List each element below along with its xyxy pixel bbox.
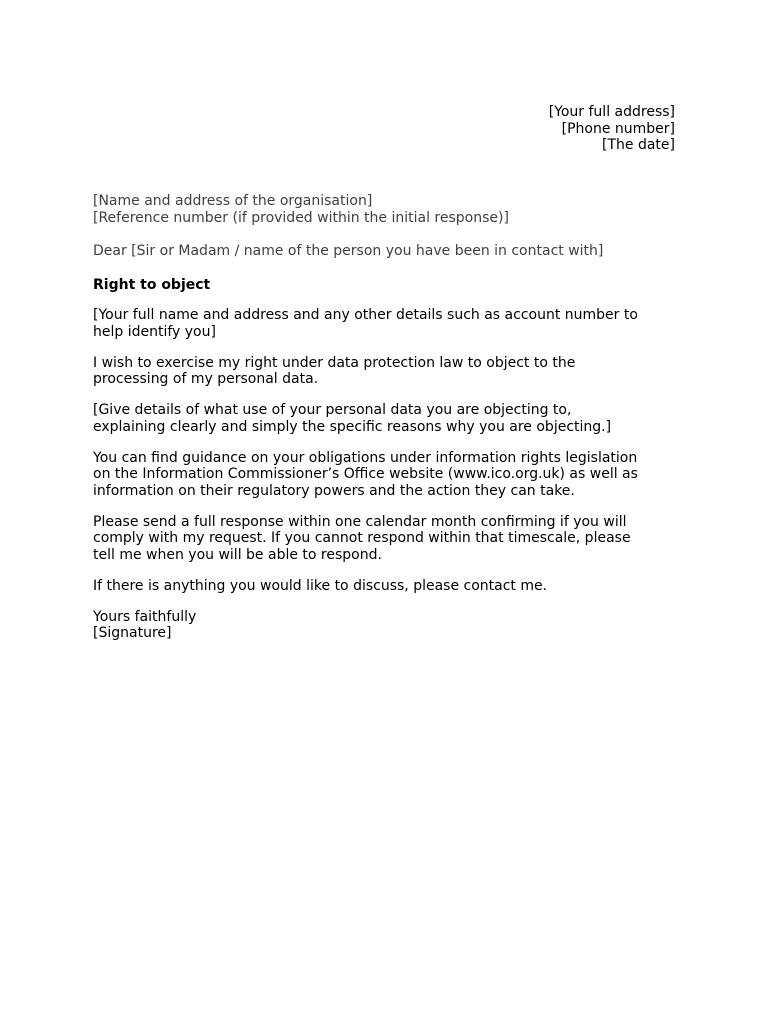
- paragraph-line: Please send a full response within one calendar month confirming if you will: [93, 513, 627, 530]
- letter-heading: Right to object: [93, 276, 211, 293]
- recipient-name-address: [Name and address of the organisation]: [93, 193, 373, 209]
- recipient-block: [93, 193, 685, 226]
- recipient-reference: [Reference number (if provided within the initial response)]: [93, 209, 509, 226]
- paragraph-requester-details: [93, 307, 685, 340]
- paragraph-line: explaining clearly and simply the specific reasons why you are objecting.]: [93, 418, 612, 435]
- paragraph-line: If there is anything you would like to discuss, please contact me.: [93, 577, 548, 594]
- paragraph-line: [Give details of what use of your personal data you are objecting to,: [93, 402, 572, 418]
- paragraph-contact: [93, 578, 685, 595]
- paragraph-objection-details: [93, 402, 685, 435]
- paragraph-guidance: [93, 450, 685, 500]
- closing-signoff: Yours faithfully: [93, 608, 197, 625]
- paragraph-line: You can find guidance on your obligations under information rights legislation: [93, 449, 638, 466]
- paragraph-line: comply with my request. If you cannot respond within that timescale, please: [93, 530, 631, 546]
- closing-block: [93, 609, 685, 642]
- signature-placeholder: [Signature]: [93, 625, 172, 641]
- sender-date: [The date]: [602, 137, 675, 153]
- paragraph-line: processing of my personal data.: [93, 371, 319, 387]
- paragraph-line: information on their regulatory powers and the action they can take.: [93, 482, 575, 499]
- sender-block: [549, 104, 675, 154]
- paragraph-line: I wish to exercise my right under data protection law to object to the: [93, 354, 576, 371]
- letter-body: [93, 193, 685, 642]
- sender-phone: [Phone number]: [561, 120, 675, 137]
- salutation: Dear [Sir or Madam / name of the person you have been in contact with]: [93, 243, 604, 259]
- paragraph-line: [Your full name and address and any other details such as account number to: [93, 307, 638, 323]
- paragraph-response-request: [93, 514, 685, 564]
- sender-address: [Your full address]: [548, 104, 675, 120]
- paragraph-line: tell me when you will be able to respond.: [93, 546, 382, 563]
- paragraph-line: help identify you]: [93, 323, 216, 340]
- paragraph-line: on the Information Commissioner’s Office website (www.ico.org.uk) as well as: [93, 466, 638, 482]
- paragraph-objection-statement: [93, 355, 685, 388]
